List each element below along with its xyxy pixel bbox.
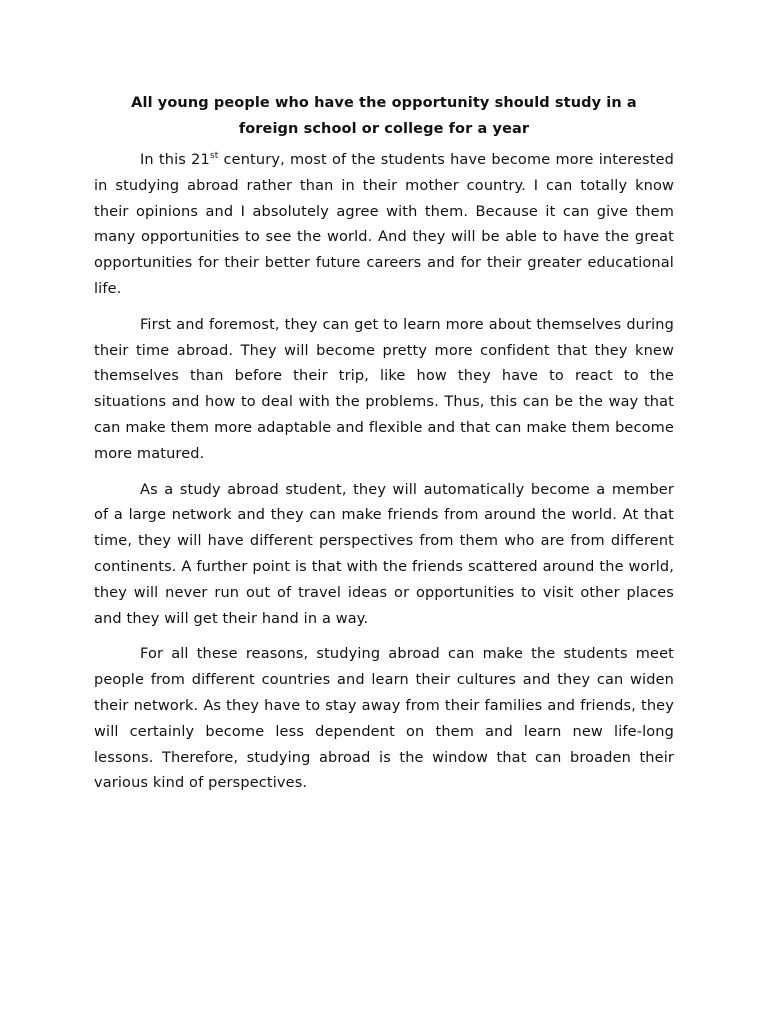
essay-title (94, 90, 674, 142)
paragraph-introduction (94, 148, 674, 303)
paragraph-conclusion: For all these reasons, studying abroad can make the students meet people from different countries and learn their cultures and they can widen their network. As they have to stay away from their families and friends, they will certainly become less dependent on them and learn new life-long lessons. Therefore, studying abroad is the window that can broaden their various kind of perspectives. (94, 646, 674, 792)
essay-title-line-2: foreign school or college for a year (238, 121, 530, 137)
paragraph-network: As a study abroad student, they will automatically become a member of a large network and they can make friends from around the world. At that time, they will have different perspectives from them who are from different continents. A further point is that with the friends scattered around the world, they will never run out of travel ideas or opportunities to visit other places and they will get their hand in a way. (94, 481, 674, 627)
paragraph-self-learning: First and foremost, they can get to learn more about themselves during their time abroad. They will become pretty more confident that they knew themselves than before their trip, like how they have to react to the situations and how to deal with the problems. Thus, this can be the way that can make them more adaptable and flexible and that can make them become more matured. (94, 316, 674, 462)
essay-body (94, 90, 674, 807)
paragraph-introduction-start: In this 21 (140, 152, 210, 168)
essay-title-line-1: All young people who have the opportunity should study in a (131, 95, 637, 111)
paragraph-introduction-rest: century, most of the students have become more interested in studying abroad rather than in their mother country. I can totally know their opinions and I absolutely agree with them. Because it can give them many opportunities to see the world. And they will be able to have the great opportunities for their better future careers and for their greater educational life. (94, 152, 674, 297)
ordinal-suffix: st (209, 151, 219, 162)
